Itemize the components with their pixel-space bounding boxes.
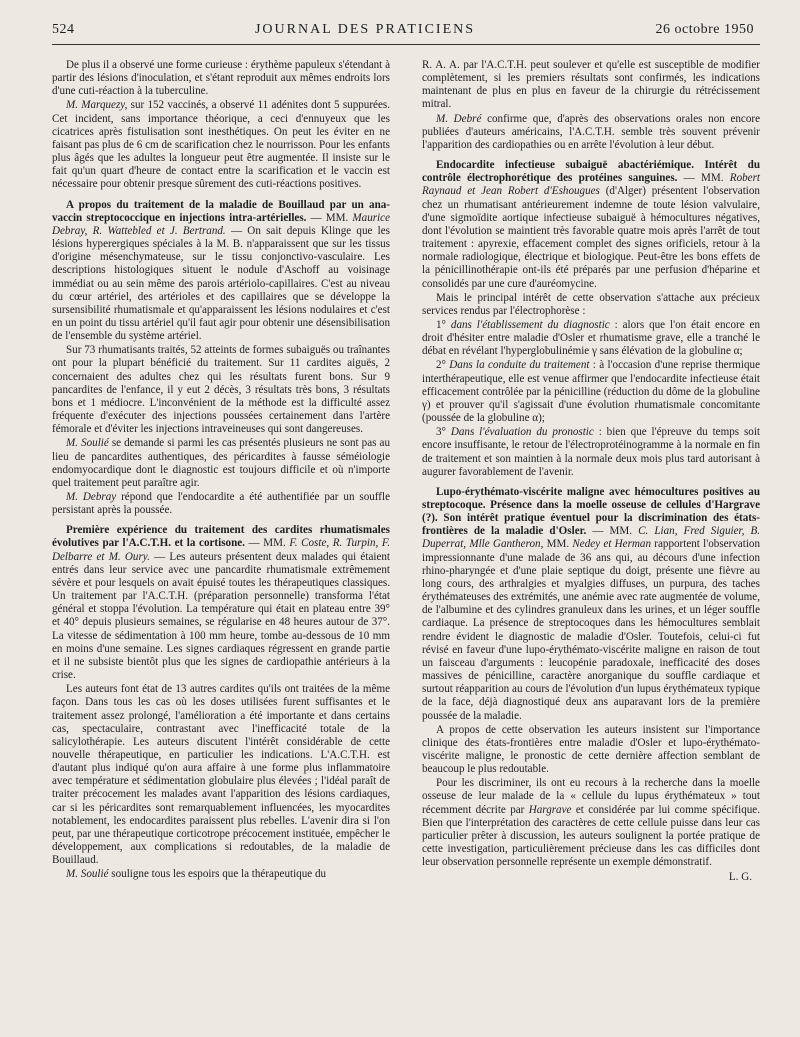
paragraph: M. Marquezy, sur 152 vaccinés, a observé 11 adénites dont 5 suppurées. Cet incident, sans importance théorique, a ceci d'ennuyeux que les cicatrices après fistulisation sont inesthétiques. On peut les éviter en ne faisant pas plus de 6 cm de scarification chez le nourrisson. Pour les enfants plus âgés que les adultes la longueur peut être augmentée. Il insiste sur le fait qu'un quart d'heure de contact entre la scarification et le vaccin est nécessaire pour obtenir presque sûrement des cuti-réactions positives. [52,99,390,191]
section-heading-paragraph: A propos du traitement de la maladie de Bouillaud par un ana-vaccin streptococcique en injections intra-artérielles. — MM. Maurice Debray, R. Wattebled et J. Bertrand. — On sait depuis Klinge que les lésions hyperergiques spéciales à la M. B. n'apparaissent que sur les tissus d'origine mésenchymateuse, sur le tissu conjonctivo-vasculaire. Les descriptions histologiques situent le nodule d'Aschoff au voisinage immédiat ou au sein même des parois artériolo-capillaires. C'est au niveau du cœur artériel, des artérioles et des capillaires que se développe la sursensibilité rhumatismale et qu'apparaissent les lésions nodulaires et c'est en un point du tissu artériel qu'il faut agir pour obtenir une désensibilisation de l'ensemble du système artériel. [52,198,390,343]
paragraph: R. A. A. par l'A.C.T.H. peut soulever et qu'elle est susceptible de modifier complètement, si les premiers résultats sont confirmés, les indications maintenant de plus en plus en faveur de la chirurgie du rétrécissement mitral. [422,59,760,111]
signature: L. G. [728,871,752,884]
section-title: A propos du traitement de la maladie de Bouillaud par un ana-vaccin streptococcique en injections intra-artérielles. [52,198,390,224]
two-column-body [52,59,760,885]
section-title: Endocardite infectieuse subaiguë abactériémique. Intérêt du contrôle électrophorétique des protéines sanguines. [422,159,760,185]
page-header [52,22,760,38]
right-column [422,59,760,885]
section-title: Première expérience du traitement des cardites rhumatismales évolutives par l'A.C.T.H. et la cortisone. [52,524,390,550]
paragraph: Mais le principal intérêt de cette observation s'attache aux précieux services rendus par l'électrophorèse : [422,291,760,317]
paragraph: M. Soulié souligne tous les espoirs que la thérapeutique du [66,868,327,881]
list-item: 1° dans l'établissement du diagnostic : alors que l'on était encore en droit d'hésiter entre maladie d'Osler et rhumatisme grave, elle a tranché le débat en révélant l'hyperglobulinémie γ sans élévation de la globuline α; [422,318,760,358]
authors: Nedey et Herman [572,538,652,551]
journal-title: JOURNAL DES PRATICIENS [254,22,476,37]
page-number: 524 [52,22,75,37]
section-heading-paragraph: Lupo-érythémato-viscérite maligne avec hémocultures positives au streptocoque. Présence dans la moelle osseuse de cellules d'Hargrave (?). Son intérêt pratique éventuel pour la discrimination des états-frontières de la maladie d'Osler. — MM. C. Lian, Fred Siguier, B. Duperrat, Mlle Gantheron, MM. Nedey et Herman rapportent l'observation impressionnante d'une malade de 36 ans qui, au décours d'une infection rhino-pharyngée et d'une plaie septique du doigt, présente une fièvre au long cours, des arthralgies et myalgies diffuses, un purpura, des taches érythémateuses des extrémités, une anémie avec rate augmentée de volume, de l'albumine et des cylindres granuleux dans les urines, et un léger souffle cardiaque. La présence de streptocoques dans les hémocultures semblait rendre évident le diagnostic de maladie d'Osler. Toutefois, celui-ci fut révisé en faveur d'une lupo-érythémato-viscérite maligne en raison de tout un faisceau d'arguments : leucopénie paradoxale, inefficacité des doses massives de pénicilline, caractère anorganique du souffle cardiaque et surtout réapparition au cours de l'évolution d'un lupus érythémateux typique de la face, déjà diagnostiqué deux ans auparavant lors de la première poussée de la maladie. [422,485,761,722]
left-column [52,59,390,885]
section-heading-paragraph: Première expérience du traitement des cardites rhumatismales évolutives par l'A.C.T.H. et la cortisone. — MM. F. Coste, R. Turpin, F. Delbarre et M. Oury. — Les auteurs présentent deux malades qui étaient entrés dans leur service avec une pancardite rhumatismale extrêmement sévère et pour lesquels on avait épuisé toutes les thérapeutiques classiques. Un traitement par l'A.C.T.H. (préparation personnelle) transforma l'état général et stoppa l'évolution. La température qui était en plateau entre 39° et 40° depuis plusieurs semaines, se régularise en 48 heures autour de 37°. La vitesse de sédimentation à 100 mm heure, tombe au-dessous de 10 mm en moins d'une semaine. Les signes cardiaques régressent en grande partie et il ne subsiste bientôt plus que les signes de cardiopathie antérieurs à la crise. [52,524,391,682]
paragraph: Sur 73 rhumatisants traités, 52 atteints de formes subaiguës ou traînantes ont pour la plupart bénéficié du traitement. Sur 11 cardites aiguës, 2 concernaient des adultes chez qui les résultats furent bons. Sur 9 pancardites de l'enfance, il y eut 2 décès, 3 résultats très bons, 3 résultats bons et 1 médiocre. L'inconvénient de la méthode est la difficulté assez fréquente d'exécuter des injections poussées certainement dans l'artère fémorale et d'éviter les injections intraveineuses qui sont dangereuses. [52,344,390,436]
paragraph: A propos de cette observation les auteurs insistent sur l'importance clinique des états-frontières entre maladie d'Osler et lupo-érythémato-viscérite maligne, le pronostic de cette dernière affection semblant de beaucoup le plus redoutable. [422,723,760,776]
paragraph: Pour les discriminer, ils ont eu recours à la recherche dans la moelle osseuse de leur malade de la « cellule du lupus érythémateux » tout récemment décrite par Hargrave et considérée par lui comme spécifique. Bien que l'interprétation des caractères de cette cellule puisse dans leur cas particulier prêter à discussion, les auteurs soulignent la portée pratique de cette investigation, particulièrement précieuse dans les cas difficiles dont leur observation personnelle représente un exemple démonstratif. [422,777,760,869]
section-heading-paragraph: Endocardite infectieuse subaiguë abactériémique. Intérêt du contrôle électrophorétique des protéines sanguines. — MM. Robert Raynaud et Jean Robert d'Eshougues (d'Alger) présentent l'observation chez un rhumatisant antérieurement indemne de toute lésion valvulaire, d'une sigmoïdite aortique infectieuse subaiguë à hémocultures négatives, dont l'évolution se maintient très favorable quatre mois après l'arrêt de tout traitement : apyrexie, effacement complet des signes orificiels, retour à la normale radiologique, électrique et biologique. Peut-être les bons effets de la pénicillinothérapie ont-ils été préparés par une perfusion d'héparine et consolidés par une cure d'auréomycine. [422,159,760,290]
section-title: Lupo-érythémato-viscérite maligne avec hémocultures positives au streptocoque. Présence dans la moelle osseuse de cellules d'Hargrave (?). Son intérêt pratique éventuel pour la discrimination des états-frontières de la maladie d'Osler. [422,485,760,538]
authors: F. Coste, R. Turpin, F. Delbarre et M. Oury. [52,537,391,563]
list-item: 2° Dans la conduite du traitement : à l'occasion d'une reprise thermique interthérapeutique, elle est venue affirmer que l'endocardite infectieuse était efficacement contrôlée par la pénicilline (réduction du dôme de la globuline γ) et prouver qu'il s'agissait d'une évolution rhumatismale concomitante (poussée de la globuline α); [422,359,760,425]
paragraph: M. Debré confirme que, d'après des observations orales non encore publiées d'auteurs américains, l'A.C.T.H. semble très souvent prévenir l'apparition des cardiopathies ou en arrête l'évolution à leur début. [422,112,761,151]
issue-date: 26 octobre 1950 [655,22,754,37]
authors: Robert Raynaud et Jean Robert d'Eshougues [422,172,760,198]
authors: Maurice Debray, R. Wattebled et J. Bertrand. [52,211,390,237]
paragraph: M. Debray répond que l'endocardite a été authentifiée par un souffle persistant après la poussée. [52,491,390,517]
header-rule [52,44,760,45]
paragraph: Les auteurs font état de 13 autres cardites qu'ils ont traitées de la même façon. Dans tous les cas où les doses utilisées furent suffisantes et le traitement assez prolongé, l'amélioration a été importante et dans certains cas, spectaculaire, contrastant avec l'inefficacité totale de la salicylothérapie. Les auteurs discutent l'intérêt considérable de cette nouvelle thérapeutique, en particulier les indications. L'A.C.T.H. est d'autant plus indiqué qu'on aura affaire à une forme plus inflammatoire avec température et sédimentation globulaire plus élevées ; l'idéal paraît de traiter précocement les malades avant l'apparition des lésions cardiaques, car si les péricardites sont remarquablement influencées, les myocardites notablement, les endocardites paraissent plus rebelles. L'avenir dira si l'on peut, par une thérapeutique corticotrope précocement instituée, empêcher le développement, aux complications si redoutables, de la maladie de Bouillaud. [52,683,390,867]
list-item: 3° Dans l'évaluation du pronostic : bien que l'épreuve du temps soit encore insuffisante, le retour de l'électroprotéinogramme à la normale en fin de traitement et son maintien à la normale deux mois plus tard autorisant à augurer favorablement de l'avenir. [422,426,760,478]
authors: C. Lian, Fred Siguier, B. Duperrat, Mlle Gantheron, [422,525,761,551]
paragraph: De plus il a observé une forme curieuse : érythème papuleux s'étendant à partir des lésions d'inoculation, et s'étant reproduit aux mêmes endroits lors d'une cuti-réaction à la tuberculine. [52,59,390,98]
paragraph: M. Soulié se demande si parmi les cas présentés plusieurs ne sont pas au lieu de pancardites authentiques, des péricardites à fausse séméiologie endomyocardique dont le diagnostic est toujours difficile et où n'importe quel traitement peut paraître agir. [52,437,390,489]
